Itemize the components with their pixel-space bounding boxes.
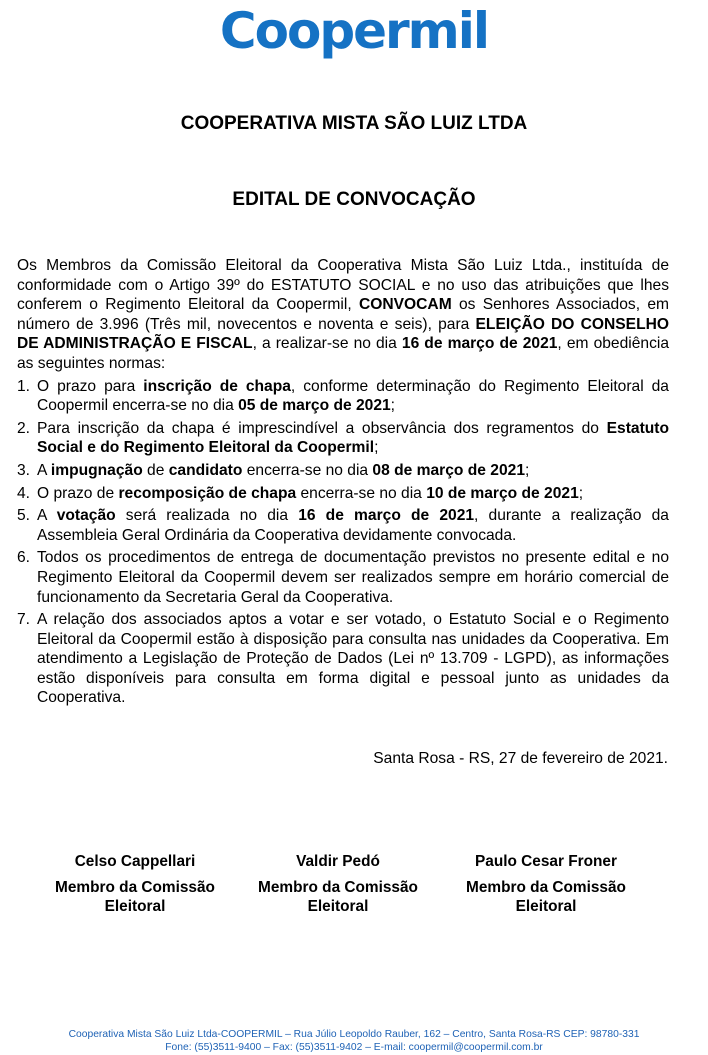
signatory-3	[446, 852, 646, 916]
rule-item	[17, 506, 669, 545]
rule-text: 10 de março de 2021	[426, 484, 579, 502]
signatory-name: Valdir Pedó	[296, 853, 380, 870]
rule-text: ;	[525, 461, 530, 479]
rule-item	[17, 484, 669, 504]
signatory-role: Membro da Comissão Eleitoral	[466, 879, 626, 915]
place-and-date: Santa Rosa - RS, 27 de fevereiro de 2021.	[373, 750, 668, 767]
footer	[0, 1028, 708, 1054]
rule-text: O prazo para	[37, 377, 144, 395]
rule-text: , durante a realização da Assembleia Geral Ordinária da Cooperativa devidamente convocada.	[37, 507, 669, 544]
rule-text: de	[142, 461, 169, 479]
rule-text: impugnação	[50, 461, 143, 479]
signatory-1	[35, 852, 235, 916]
rule-text: encerra-se no dia	[296, 484, 427, 502]
rule-text: ;	[578, 484, 584, 502]
signatory-name: Celso Cappellari	[74, 853, 196, 870]
rule-text: Todos os procedimentos de entrega de documentação previstos no presente edital e no Regimento Eleitoral da Coopermil devem ser realizados sempre em horário comercial de funcionamento da Secretaria Geral da Cooperativa.	[37, 549, 669, 606]
rule-item	[17, 548, 669, 607]
rule-text: A relação dos associados aptos a votar e ser votado, o Estatuto Social e o Regimento Eleitoral da Coopermil estão à disposição para consulta nas unidades da Cooperativa. Em atendimento a Legislação de Proteção de Dados (Lei nº 13.709 - LGPD), as informações estão disponíveis para consulta em forma digital e pessoal junto as unidades da Cooperativa.	[37, 611, 669, 707]
rule-text: 08 de março de 2021	[372, 461, 525, 479]
rule-number: 5.	[17, 507, 31, 525]
rule-number: 7.	[17, 611, 31, 629]
rule-text: encerra-se no dia	[242, 461, 373, 479]
rule-text: O prazo de	[37, 484, 119, 502]
rule-text: será realizada no dia	[115, 507, 299, 525]
rule-text: 16 de março de 2021	[298, 507, 475, 525]
document-body	[17, 256, 669, 711]
intro-paragraph: Os Membros da Comissão Eleitoral da Cooperativa Mista São Luiz Ltda., instituída de conformidade com o Artigo 39º do ESTATUTO SOCIAL e no uso das atribuições que lhes conferem o Regimento Eleitoral da Coopermil, CONVOCAM os Senhores Associados, em número de 3.996 (Três mil, novecentos e noventa e seis), para ELEIÇÃO DO CONSELHO DE ADMINISTRAÇÃO E FISCAL, a realizar-se no dia 16 de março de 2021, em obediência as seguintes normas:	[17, 257, 669, 372]
rule-item	[17, 610, 669, 708]
rule-text: Estatuto Social e do Regimento Eleitoral da Coopermil	[37, 419, 669, 457]
rules-list	[17, 377, 669, 709]
logo-wordmark: Coopermil	[219, 2, 489, 60]
rule-item	[17, 419, 669, 458]
coopermil-logo	[0, 2, 708, 64]
organization-name: COOPERATIVA MISTA SÃO LUIZ LTDA	[180, 113, 528, 134]
footer-contact: Fone: (55)3511-9400 – Fax: (55)3511-9402 – E-mail: coopermil@coopermil.com.br	[165, 1042, 543, 1053]
rule-text: A	[37, 507, 57, 525]
signatory-role: Membro da Comissão Eleitoral	[258, 879, 418, 915]
rule-text: 05 de março de 2021	[238, 397, 391, 415]
rule-text: ;	[390, 397, 396, 415]
document-title: EDITAL DE CONVOCAÇÃO	[232, 189, 476, 210]
rule-number: 2.	[17, 419, 31, 437]
rule-number: 4.	[17, 484, 31, 502]
signatory-name: Paulo Cesar Froner	[475, 853, 617, 870]
rule-text: candidato	[168, 461, 243, 479]
rule-item	[17, 377, 669, 416]
rule-text: recomposição de chapa	[118, 484, 297, 502]
rule-text: , conforme determinação do Regimento Eleitoral da Coopermil encerra-se no dia	[37, 377, 669, 415]
rule-item	[17, 461, 669, 481]
rule-number: 6.	[17, 549, 31, 567]
rule-text: inscrição de chapa	[143, 377, 291, 395]
rule-text: A	[37, 461, 51, 479]
rule-text: ;	[374, 439, 379, 457]
signatory-role: Membro da Comissão Eleitoral	[55, 879, 215, 915]
footer-address: Cooperativa Mista São Luiz Ltda-COOPERMIL – Rua Júlio Leopoldo Rauber, 162 – Centro, Santa Rosa-RS CEP: 98780-331	[68, 1029, 640, 1040]
rule-number: 1.	[17, 377, 31, 395]
signatory-2	[238, 852, 438, 916]
rule-text: votação	[56, 507, 116, 525]
rule-text: Para inscrição da chapa é imprescindível a observância dos regramentos do	[37, 419, 607, 437]
rule-number: 3.	[17, 461, 31, 479]
